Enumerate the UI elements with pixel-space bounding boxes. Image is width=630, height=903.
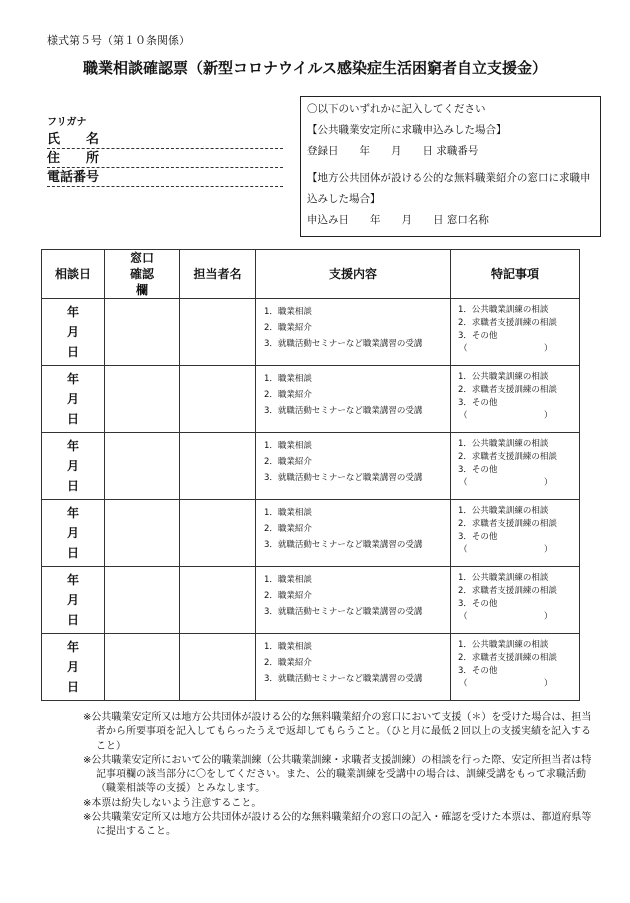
- other-detail-field[interactable]: （ ）: [459, 344, 553, 354]
- note-option[interactable]: 2．求職者支援訓練の相談: [458, 452, 557, 462]
- footnote: ※公共職業安定所又は地方公共団体が設ける公的な無料職業紹介の窓口において支援（＊）を受けた場合は、担当者から所要事項を記入してもらったうえで返却してもらうこと。（ひと月に最低２回以上の支援実績を記入すること）: [83, 712, 592, 752]
- furigana-label: フリガナ: [47, 117, 87, 128]
- other-detail-field[interactable]: （ ）: [459, 478, 553, 488]
- consultation-log-table: [41, 249, 580, 701]
- date-cell[interactable]: [42, 634, 105, 701]
- header-counter-check: 窓口確認欄: [105, 250, 180, 299]
- footnotes: [83, 711, 593, 840]
- notes-cell: [451, 299, 580, 366]
- note-option[interactable]: 2．求職者支援訓練の相談: [458, 519, 557, 529]
- support-cell: [256, 500, 451, 567]
- other-detail-field[interactable]: （ ）: [459, 411, 553, 421]
- counter-check-cell[interactable]: [105, 299, 180, 366]
- staff-name-cell[interactable]: [180, 567, 256, 634]
- counter-check-cell[interactable]: [105, 634, 180, 701]
- other-detail-field[interactable]: （ ）: [459, 545, 553, 555]
- support-cell: [256, 433, 451, 500]
- header-notes: 特記事項: [451, 250, 580, 299]
- date-unit-label: 年: [66, 305, 79, 319]
- counter-check-cell[interactable]: [105, 567, 180, 634]
- date-unit-label: 年: [66, 372, 79, 386]
- date-unit-label: 月: [66, 325, 79, 339]
- support-option[interactable]: 2．職業紹介: [264, 591, 312, 601]
- date-unit-label: 日: [66, 613, 79, 627]
- support-option[interactable]: 3．就職活動セミナーなど職業講習の受講: [264, 406, 423, 416]
- support-option[interactable]: 3．就職活動セミナーなど職業講習の受講: [264, 339, 423, 349]
- support-option[interactable]: 2．職業紹介: [264, 457, 312, 467]
- name-label: 氏 名: [47, 132, 100, 147]
- notes-cell: [451, 567, 580, 634]
- table-header-row: [42, 250, 580, 299]
- date-cell[interactable]: [42, 366, 105, 433]
- staff-name-cell[interactable]: [180, 500, 256, 567]
- footnote: ※公共職業安定所において公的職業訓練（公共職業訓練・求職者支援訓練）の相談を行った際、安定所担当者は特記事項欄の該当部分に〇をしてください。また、公的職業訓練を受講中の場合は、訓練受講をもって求職活動（職業相談等の支援）とみなします。: [83, 754, 592, 795]
- date-unit-label: 月: [66, 593, 79, 607]
- notes-cell: [451, 366, 580, 433]
- support-cell: [256, 299, 451, 366]
- form-number: 様式第５号（第１０条関係）: [47, 34, 190, 47]
- support-option[interactable]: 3．就職活動セミナーなど職業講習の受講: [264, 540, 423, 550]
- counter-check-cell[interactable]: [105, 366, 180, 433]
- notes-cell: [451, 634, 580, 701]
- support-option[interactable]: 1．職業相談: [264, 374, 312, 384]
- date-unit-label: 年: [66, 573, 79, 587]
- date-unit-label: 月: [66, 526, 79, 540]
- table-row: [42, 500, 580, 567]
- date-unit-label: 日: [66, 546, 79, 560]
- support-option[interactable]: 1．職業相談: [264, 307, 312, 317]
- support-option[interactable]: 2．職業紹介: [264, 390, 312, 400]
- other-detail-field[interactable]: （ ）: [459, 612, 553, 622]
- hello-work-heading: 【公共職業安定所に求職申込みした場合】: [307, 124, 507, 136]
- notes-cell: [451, 500, 580, 567]
- note-option[interactable]: 2．求職者支援訓練の相談: [458, 586, 557, 596]
- date-unit-label: 年: [66, 506, 79, 520]
- note-option[interactable]: 3．その他: [458, 666, 498, 676]
- staff-name-cell[interactable]: [180, 299, 256, 366]
- counter-check-cell[interactable]: [105, 433, 180, 500]
- date-cell[interactable]: [42, 500, 105, 567]
- date-cell[interactable]: [42, 567, 105, 634]
- form-title: 職業相談確認票（新型コロナウイルス感染症生活困窮者自立支援金）: [82, 59, 548, 77]
- table-row: [42, 567, 580, 634]
- notes-cell: [451, 433, 580, 500]
- support-option[interactable]: 3．就職活動セミナーなど職業講習の受講: [264, 674, 423, 684]
- registration-box: [300, 96, 601, 237]
- date-unit-label: 日: [66, 680, 79, 694]
- date-cell[interactable]: [42, 433, 105, 500]
- date-unit-label: 日: [66, 412, 79, 426]
- note-option[interactable]: 3．その他: [458, 465, 498, 475]
- table-row: [42, 366, 580, 433]
- footnote: ※本票は紛失しないよう注意すること。: [83, 797, 262, 809]
- phone-field[interactable]: [47, 168, 283, 187]
- note-option[interactable]: 1．公共職業訓練の相談: [458, 372, 549, 382]
- support-cell: [256, 567, 451, 634]
- date-unit-label: 年: [66, 640, 79, 654]
- support-option[interactable]: 1．職業相談: [264, 508, 312, 518]
- note-option[interactable]: 2．求職者支援訓練の相談: [458, 653, 557, 663]
- date-unit-label: 月: [66, 660, 79, 674]
- header-date: 相談日: [42, 250, 105, 299]
- local-gov-fields[interactable]: 申込み日 年 月 日 窓口名称: [307, 214, 489, 226]
- note-option[interactable]: 3．その他: [458, 398, 498, 408]
- header-support: 支援内容: [256, 250, 451, 299]
- phone-label: 電話番号: [47, 170, 100, 185]
- header-staff: 担当者名: [180, 250, 256, 299]
- support-option[interactable]: 1．職業相談: [264, 441, 312, 451]
- note-option[interactable]: 1．公共職業訓練の相談: [458, 640, 549, 650]
- staff-name-cell[interactable]: [180, 634, 256, 701]
- counter-check-cell[interactable]: [105, 500, 180, 567]
- support-option[interactable]: 3．就職活動セミナーなど職業講習の受講: [264, 607, 423, 617]
- table-row: [42, 299, 580, 366]
- footnote: ※公共職業安定所又は地方公共団体が設ける公的な無料職業紹介の窓口の記入・確認を受けた本票は、都道府県等に提出すること。: [83, 812, 592, 838]
- table-row: [42, 634, 580, 701]
- date-unit-label: 年: [66, 439, 79, 453]
- date-unit-label: 日: [66, 345, 79, 359]
- date-unit-label: 月: [66, 392, 79, 406]
- note-option[interactable]: 1．公共職業訓練の相談: [458, 439, 549, 449]
- table-row: [42, 433, 580, 500]
- date-cell[interactable]: [42, 299, 105, 366]
- support-cell: [256, 634, 451, 701]
- support-option[interactable]: 2．職業紹介: [264, 524, 312, 534]
- support-cell: [256, 366, 451, 433]
- note-option[interactable]: 3．その他: [458, 331, 498, 341]
- registration-instruction: 〇以下のいずれかに記入してください: [307, 103, 486, 115]
- note-option[interactable]: 1．公共職業訓練の相談: [458, 573, 549, 583]
- support-option[interactable]: 3．就職活動セミナーなど職業講習の受講: [264, 473, 423, 483]
- staff-name-cell[interactable]: [180, 433, 256, 500]
- note-option[interactable]: 2．求職者支援訓練の相談: [458, 318, 557, 328]
- note-option[interactable]: 2．求職者支援訓練の相談: [458, 385, 557, 395]
- support-option[interactable]: 1．職業相談: [264, 642, 312, 652]
- local-gov-heading: 【地方公共団体が設ける公的な無料職業紹介の窓口に求職申込みした場合】: [307, 172, 591, 205]
- address-label: 住 所: [47, 151, 100, 166]
- support-option[interactable]: 2．職業紹介: [264, 323, 312, 333]
- hello-work-fields[interactable]: 登録日 年 月 日 求職番号: [307, 145, 479, 157]
- support-option[interactable]: 1．職業相談: [264, 575, 312, 585]
- support-option[interactable]: 2．職業紹介: [264, 658, 312, 668]
- date-unit-label: 日: [66, 479, 79, 493]
- other-detail-field[interactable]: （ ）: [459, 679, 553, 689]
- note-option[interactable]: 1．公共職業訓練の相談: [458, 506, 549, 516]
- note-option[interactable]: 3．その他: [458, 599, 498, 609]
- note-option[interactable]: 3．その他: [458, 532, 498, 542]
- staff-name-cell[interactable]: [180, 366, 256, 433]
- date-unit-label: 月: [66, 459, 79, 473]
- applicant-info: [47, 113, 283, 187]
- note-option[interactable]: 1．公共職業訓練の相談: [458, 305, 549, 315]
